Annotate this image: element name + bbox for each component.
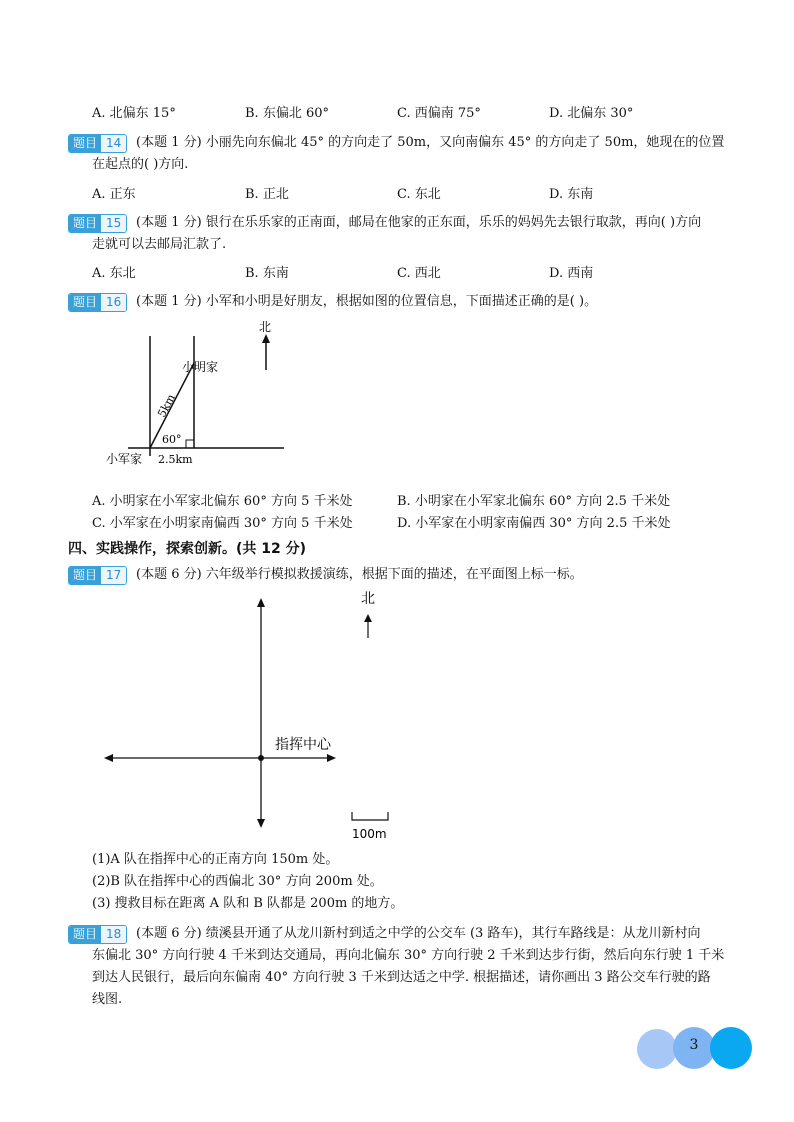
q15-tag [68,214,127,233]
q17-north-label: 北 [361,591,375,607]
page-circle-left [637,1029,677,1069]
q18-text-line4: 线图. [92,992,123,1007]
q16-option-a: A. 小明家在小军家北偏东 60° 方向 5 千米处 [92,494,353,509]
q17-figure [100,588,400,844]
q16-base-label: 2.5km [158,453,193,466]
q14-tag-label: 题目 [69,135,101,152]
q17-item-3: (3) 搜救目标在距离 A 队和 B 队都是 200m 的地方。 [92,896,404,911]
q17-center-dot [258,755,264,761]
q17-center-label: 指挥中心 [275,737,331,753]
q15-option-b: B. 东南 [245,266,289,281]
q16-option-b: B. 小明家在小军家北偏东 60° 方向 2.5 千米处 [397,494,671,509]
q17-item-1: (1)A 队在指挥中心的正南方向 150m 处。 [92,852,339,867]
q18-text-line2: 东偏北 30° 方向行驶 4 千米到达交通局，再向北偏东 30° 方向行驶 2 千米到达步行街，然后向东行驶 1 千米 [92,948,725,963]
q16-north-label: 北 [259,320,272,334]
page-circle-right [710,1027,752,1069]
q16-tag-number: 16 [101,294,126,311]
q14-option-c: C. 东北 [397,187,441,202]
q17-axis-arrow-down-icon [257,819,265,828]
q16-tag-label: 题目 [69,294,101,311]
q13-option-d: D. 北偏东 30° [549,106,634,121]
q14-option-d: D. 东南 [549,187,594,202]
q16-text-line1: (本题 1 分) 小军和小明是好朋友，根据如图的位置信息，下面描述正确的是( )。 [136,294,598,309]
q18-text-line3: 到达人民银行，最后向东偏南 40° 方向行驶 3 千米到达适之中学. 根据描述，请你画出 3 路公交车行驶的路 [92,970,711,985]
q18-text-line1: (本题 6 分) 绩溪县开通了从龙川新村到适之中学的公交车 (3 路车)，其行车路线是：从龙川新村向 [136,926,701,941]
q18-tag-number: 18 [101,926,126,943]
q18-tag [68,925,127,944]
q17-scale-label: 100m [352,827,387,841]
q16-xiaojun-label: 小军家 [106,452,143,466]
q17-scale-bar [352,812,388,820]
q14-option-b: B. 正北 [245,187,289,202]
q13-option-c: C. 西偏南 75° [397,106,481,121]
page-number: 3 [689,1037,699,1053]
q16-figure [100,318,300,468]
q16-right-angle-mark [186,440,194,448]
q17-tag-label: 题目 [69,567,101,584]
q16-angle-label: 60° [162,433,182,446]
q13-option-b: B. 东偏北 60° [245,106,329,121]
q16-option-c: C. 小军家在小明家南偏西 30° 方向 5 千米处 [92,516,353,531]
q17-axis-arrow-up-icon [257,598,265,607]
q17-tag-number: 17 [101,567,126,584]
q17-text-line1: (本题 6 分) 六年级举行模拟救援演练，根据下面的描述，在平面图上标一标。 [136,567,583,582]
q14-option-a: A. 正东 [92,187,136,202]
q17-axis-arrow-right-icon [327,754,336,762]
q16-tag [68,293,127,312]
section-4-heading: 四、实践操作，探索创新。(共 12 分) [68,541,307,557]
q15-tag-label: 题目 [69,215,101,232]
q15-option-d: D. 西南 [549,266,594,281]
q13-option-a: A. 北偏东 15° [92,106,176,121]
q16-xiaoming-label: 小明家 [182,360,219,374]
q17-north-arrow-icon [364,614,372,622]
q16-distance-label: 5km [155,392,178,420]
q14-text-line2: 在起点的( )方向. [92,157,189,172]
q14-text-line1: (本题 1 分) 小丽先向东偏北 45° 的方向走了 50m，又向南偏东 45° 的方向走了 50m，她现在的位置 [136,135,725,150]
q14-tag [68,134,127,153]
q15-text-line1: (本题 1 分) 银行在乐乐家的正南面，邮局在他家的正东面，乐乐的妈妈先去银行取款，再向( )方向 [136,215,702,230]
q16-option-d: D. 小军家在小明家南偏西 30° 方向 2.5 千米处 [397,516,671,531]
q15-option-a: A. 东北 [92,266,136,281]
q17-tag [68,566,127,585]
q18-tag-label: 题目 [69,926,101,943]
q17-item-2: (2)B 队在指挥中心的西偏北 30° 方向 200m 处。 [92,874,383,889]
q15-option-c: C. 西北 [397,266,441,281]
q16-north-arrow-icon [262,334,270,343]
q14-tag-number: 14 [101,135,126,152]
q17-axis-arrow-left-icon [104,754,113,762]
q15-tag-number: 15 [101,215,126,232]
q15-text-line2: 走就可以去邮局汇款了. [92,237,227,252]
